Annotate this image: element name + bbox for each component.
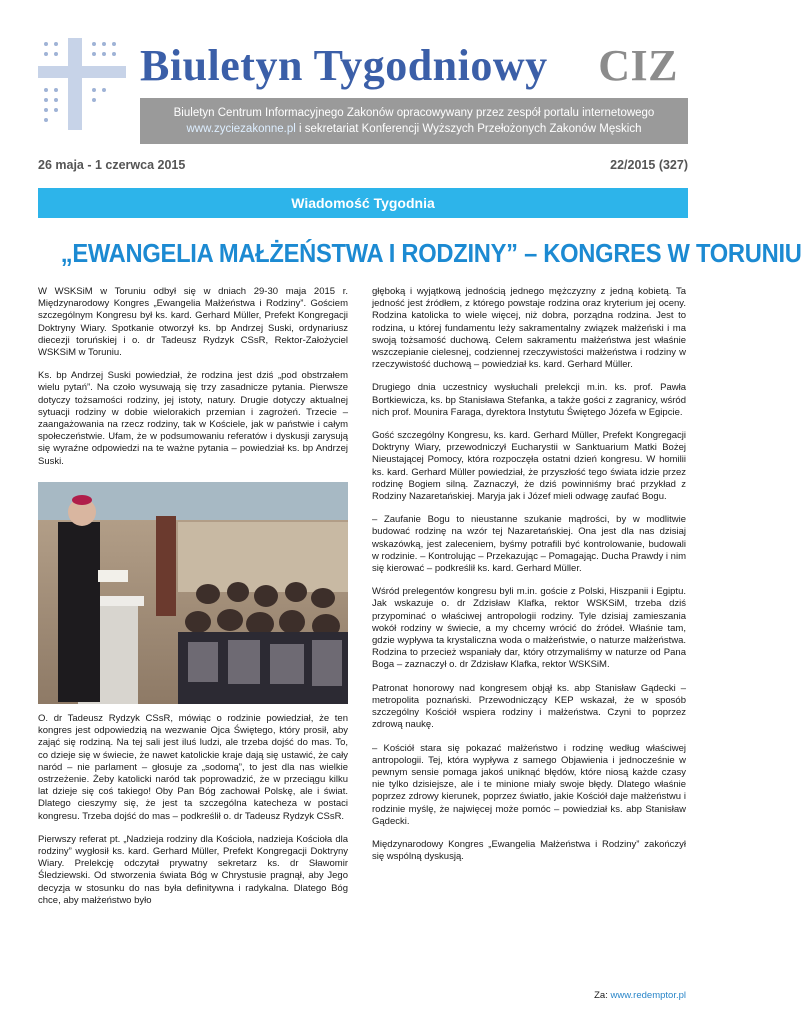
issue-meta bbox=[38, 158, 688, 174]
paragraph: Pierwszy referat pt. „Nadzieja rodziny dla Kościoła, nadzieja Kościoła dla rodziny” wygłosił ks. kard. Gerhard Müller, Prefekt Kongregacji Doktryny Wiary. Prelekcję odczytał prywatny sekretarz ks. dr Sławomir Śledziewski. Od stworzenia świata Bóg w Chrystusie pragnął, aby Jego decyzja w stosunku do nas była definitywna i radykalna. Dlatego Bóg chce, aby małżeństwo było bbox=[38, 833, 348, 906]
bulletin-title-text: Biuletyn Tygodniowy bbox=[140, 41, 548, 90]
paragraph: O. dr Tadeusz Rydzyk CSsR, mówiąc o rodzinie powiedział, że ten kongres jest odpowiedzią na wezwanie Ojca Świętego, który prosił, aby zająć się rodziną. Na tej sali jest iluś ludzi, ale trzeba dojść do mas. To, co dzieje się w świecie, że nawet katolickie kraje dają się ustawić, że cały naród – nie parlament – głosuje za „sodomą”, to jest dla nas wielkie ostrzeżenie. Żeby katolicki naród tak poprowadzić, że w przeciągu kilku lat dzieje się coś takiego! Oby Pan Bóg zachował Polskę, ale i świat. Dlatego cieszymy się, że jest ta szczególna katecheza w postaci kongresu. Trzeba dojść do mas – podkreślił o. dr Tadeusz Rydzyk CSsR. bbox=[38, 713, 348, 822]
paragraph: Gość szczególny Kongresu, ks. kard. Gerhard Müller, Prefekt Kongregacji Doktryny Wiary, przewodniczył Eucharystii w Sanktuarium Matki Bożej Nieustającej Pomocy, która rozpoczęła ostatni dzień kongresu. W homilii ks. kard. Gerhard Müller powiedział, że przyszłość tego świata idzie przez rodzinę Bogiem silną. Zaznaczył, że dziś powinniśmy brać przykład z Rodziny Nazaretańskiej. Maryja jak i Józef mieli odwagę zaufać Bogu. bbox=[372, 430, 686, 503]
bulletin-title-suffix: CIZ bbox=[598, 41, 678, 90]
paragraph: głęboką i wyjątkową jednością jednego mężczyzny z jedną kobietą. Ta jedność jest źródłem, z którego powstaje rodzina oraz kryterium jej oceny. Rodzina katolicka to wiele więcej, niż dobra, porządna rodzina. Jest to rodzina, u której fundamentu leży sakramentalny związek małżeński i ma swoją tożsamość duchową. Celem sakramentu małżeństwa jest właśnie wszczepianie cielesnej, codziennej rzeczywistości małżeństwa i rodziny w rzeczywistość duchową – powiedział ks. kard. Gerhard Müller. bbox=[372, 286, 686, 371]
source-credit bbox=[594, 990, 686, 1002]
issue-number: 22/2015 (327) bbox=[610, 158, 688, 172]
bulletin-title bbox=[140, 40, 688, 92]
paragraph: – Kościół stara się pokazać małżeństwo i rodzinę według właściwej antropologii. Tej, która wypływa z samego Objawienia i jednocześnie w pewnym sensie pomaga jakoś uniknąć błędów, które niosą każde czasy nie tylko dzisiejsze, ale i te minione miały swoje błędy. Dlatego właśnie poprzez zdrowy kierunek, poprzez światło, jakie Kościół daje małżeństwu i rodzinie myślę, że najwięcej może pomóc – powiedział ks. abp Stanisław Gądecki. bbox=[372, 742, 686, 827]
paragraph: Wśród prelegentów kongresu byli m.in. goście z Polski, Hiszpanii i Egiptu. Jak wskazuje o. dr Zdzisław Klafka, rektor WSKSiM, trzeba dziś przypominać o właściwej antropologii rodziny. Tyle dzisiaj zamieszania wokół rodziny w świecie, a my chcemy wrócić do źródeł. Właśnie tam, gdzie wypływa ta krystaliczna woda o małżeństwie, o naturze małżeństwa. Rodzina to przecież wspaniały dar, który otrzymaliśmy w naturze od Pana Boga – zaznaczył o. dr Zdzisław Klafka, rektor WSKSiM. bbox=[372, 586, 686, 671]
paragraph: Patronat honorowy nad kongresem objął ks. abp Stanisław Gądecki – metropolita poznański. Przewodniczący KEP wskazał, że w sposób szczególny Kościół wspiera rodziny i małżeństwa. Czyni to poprzez zdrową naukę. bbox=[372, 682, 686, 731]
section-band: Wiadomość Tygodnia bbox=[38, 188, 688, 218]
paragraph: W WSKSiM w Toruniu odbył się w dniach 29-30 maja 2015 r. Międzynarodowy Kongres „Ewangelia Małżeństwa i Rodziny”. Gościem szczególnym Kongresu był ks. kard. Gerhard Müller, Prefekt Kongregacji Doktryny Wiary. Spotkanie otworzył ks. bp Andrzej Suski, ordynariusz diecezji toruńskiej i o. dr Tadeusz Rydzyk CSsR, Rektor-Założyciel WSKSiM w Toruniu. bbox=[38, 286, 348, 359]
source-label: Za: bbox=[594, 990, 608, 1001]
ciz-logo-icon bbox=[38, 38, 126, 130]
header-banner bbox=[140, 98, 688, 144]
date-range: 26 maja - 1 czerwca 2015 bbox=[38, 158, 186, 172]
article-column-1-bottom bbox=[38, 713, 348, 918]
paragraph: Ks. bp Andrzej Suski powiedział, że rodzina jest dziś „pod obstrzałem wielu pytań”. Na czoło wysuwają się trzy zasadnicze pytania. Pierwsze dotyczy tożsamości rodziny, jej istoty, natury. Drugie dotyczy aktualnej sytuacji rodziny w dobie wielorakich przemian i zagrożeń. Trzecie – zaangażowania na rzecz rodziny, tak w Kościele, jak w państwie i całym społeczeństwie. Ufam, że w podsumowaniu referatów i dyskusji zarysują się wyraźne odpowiedzi na te ważne pytania – powiedział ks. bp Andrzej Suski. bbox=[38, 370, 348, 467]
article-column-2 bbox=[372, 286, 686, 874]
article-column-1-top bbox=[38, 286, 348, 479]
banner-line-1: Biuletyn Centrum Informacyjnego Zakonów opracowywany przez zespół portalu internetowego bbox=[173, 107, 655, 119]
source-link[interactable]: www.redemptor.pl bbox=[610, 990, 686, 1001]
banner-line-2 bbox=[140, 121, 688, 137]
article-headline: „EWANGELIA MAŁŻEŃSTWA I RODZINY” – KONGRES W TORUNIU bbox=[60, 240, 802, 268]
banner-line-2-rest: i sekretariat Konferencji Wyższych Przełożonych Zakonów Męskich bbox=[295, 123, 642, 135]
paragraph: Drugiego dnia uczestnicy wysłuchali prelekcji m.in. ks. prof. Pawła Bortkiewicza, ks. bp Stanisława Stefanka, a także gości z zagranicy, wśród nich prof. Mounira Faraga, dyrektora Instytutu Świętego Józefa w Egipcie. bbox=[372, 382, 686, 418]
paragraph: – Zaufanie Bogu to nieustanne szukanie mądrości, by w modlitwie budować rodzinę na wzór tej Nazaretańskiej. Ona jest dla nas dzisiaj wskazówką, jest zaleceniem, byśmy potrafili być kontrolowanie, budowali w rodzinie. – Kontrolując – Przekazując – Pomagając. Ducha Prawdy i nim się kierować – podkreślił ks. kard. Gerhard Müller. bbox=[372, 514, 686, 575]
paragraph: Międzynarodowy Kongres „Ewangelia Małżeństwa i Rodziny” zakończył się wspólną dyskusją. bbox=[372, 838, 686, 863]
congress-photo bbox=[38, 482, 348, 704]
banner-url-link[interactable]: www.zyciezakonne.pl bbox=[186, 123, 296, 135]
